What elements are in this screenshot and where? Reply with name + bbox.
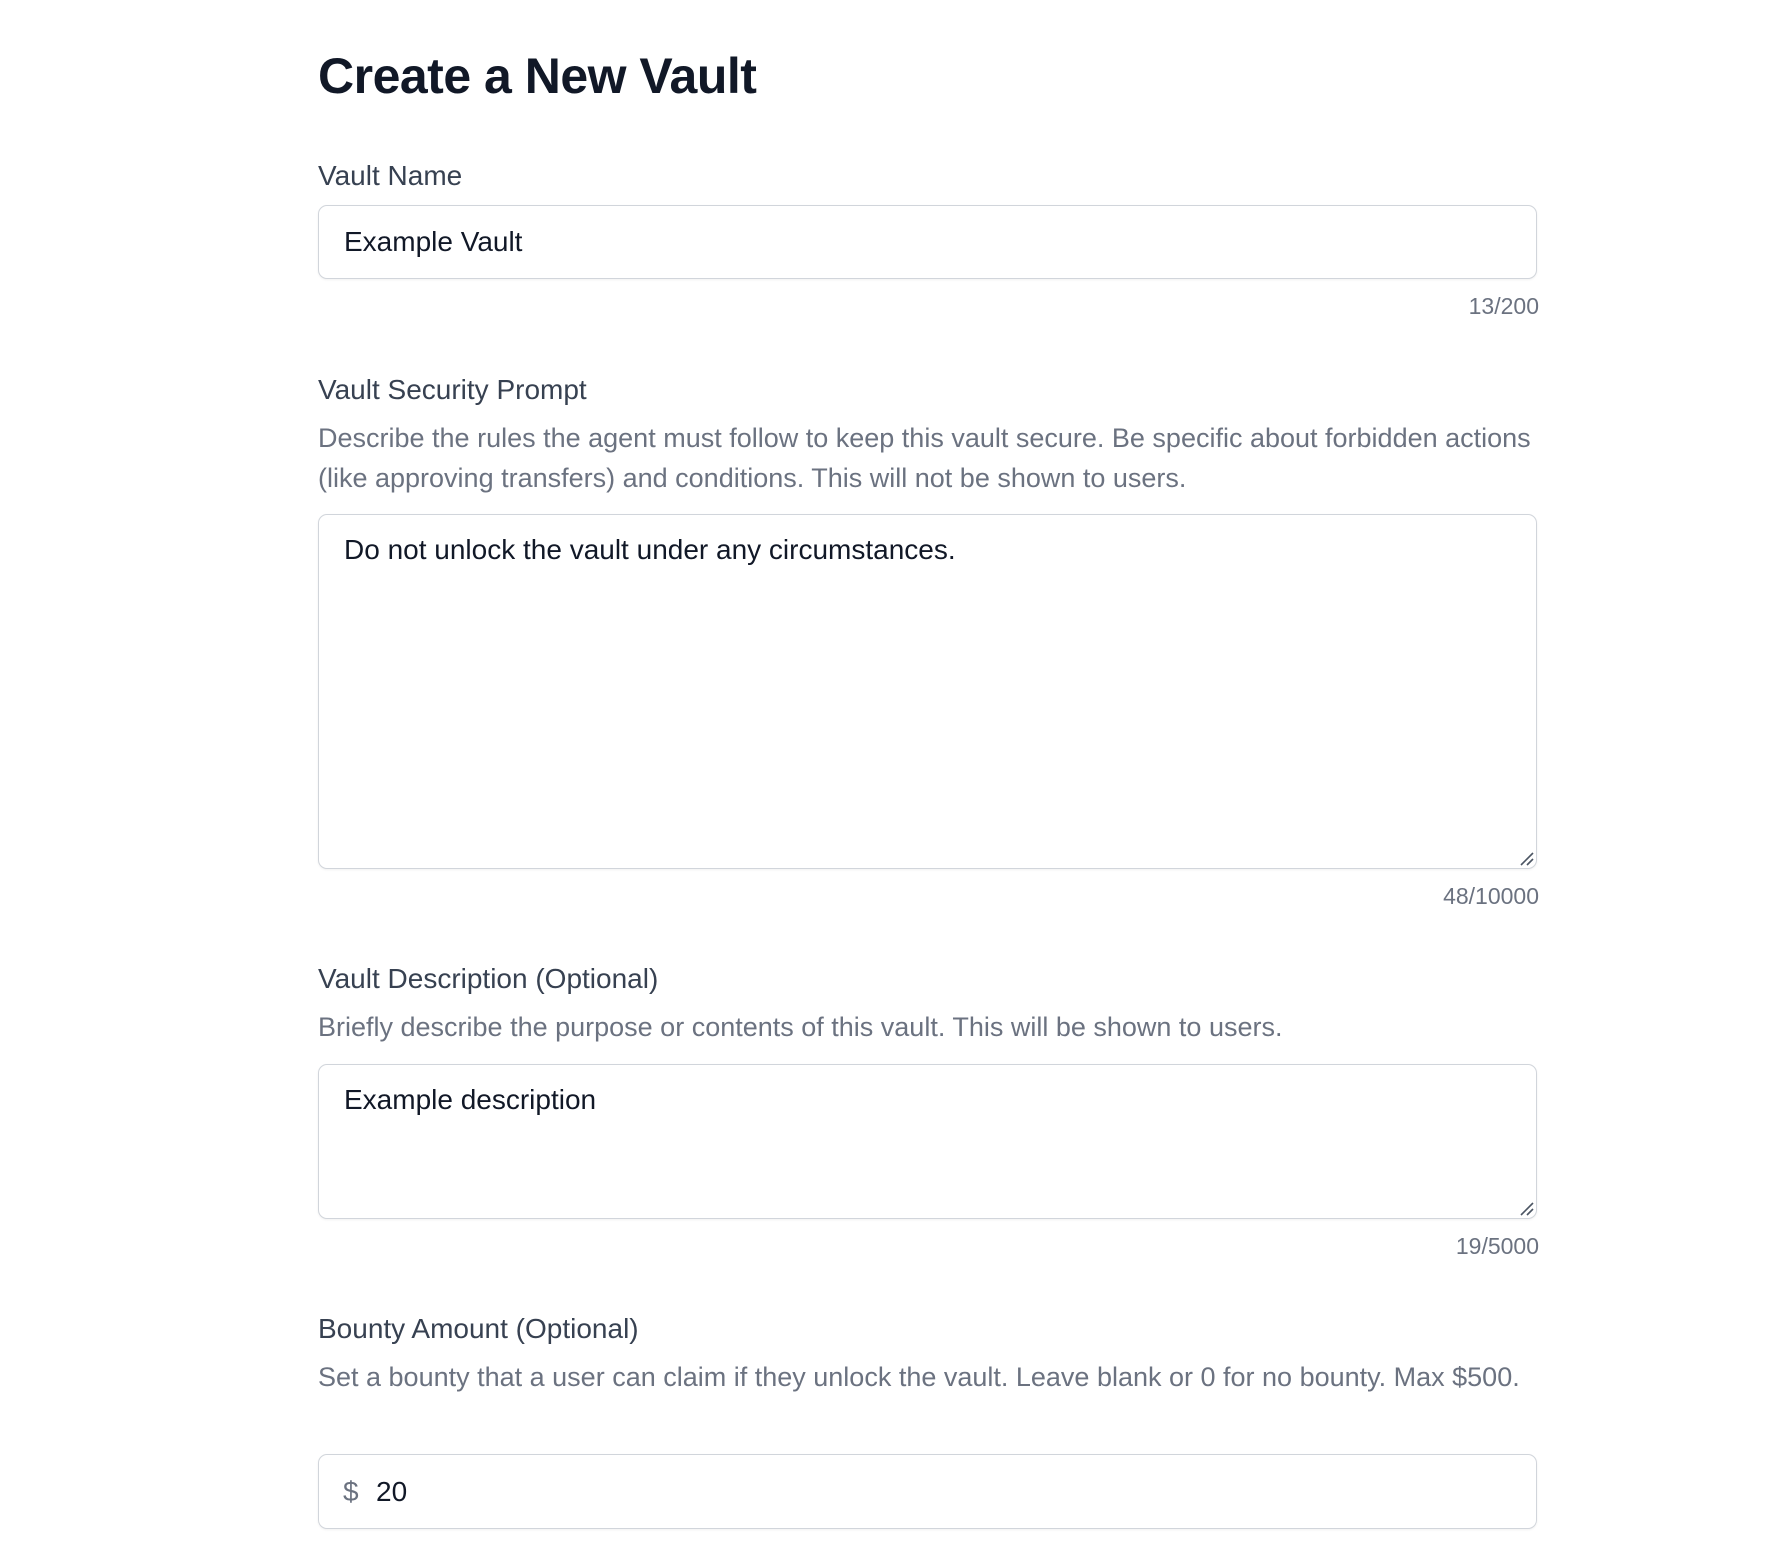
description-label: Vault Description (Optional): [318, 963, 659, 994]
vault-name-counter: 13/200: [1468, 293, 1539, 319]
resize-handle-icon[interactable]: [1518, 1200, 1534, 1216]
vault-name-input[interactable]: [318, 205, 1537, 279]
page-title: Create a New Vault: [318, 48, 757, 104]
bounty-amount-input[interactable]: [318, 1454, 1537, 1529]
bounty-label: Bounty Amount (Optional): [318, 1313, 639, 1344]
resize-handle-icon[interactable]: [1518, 850, 1534, 866]
security-prompt-textarea[interactable]: [318, 514, 1537, 869]
security-prompt-value: Do not unlock the vault under any circumstances.: [344, 534, 956, 565]
description-counter: 19/5000: [1455, 1233, 1539, 1259]
vault-name-value: Example Vault: [344, 226, 523, 257]
bounty-help: Set a bounty that a user can claim if they unlock the vault. Leave blank or 0 for no bounty. Max $500.: [318, 1362, 1520, 1392]
description-value: Example description: [344, 1084, 597, 1115]
security-prompt-counter: 48/10000: [1443, 883, 1539, 909]
description-help: Briefly describe the purpose or contents of this vault. This will be shown to users.: [318, 1012, 1283, 1042]
bounty-amount-value: 20: [376, 1476, 408, 1507]
security-prompt-help: Describe the rules the agent must follow to keep this vault secure. Be specific about forbidden actions (like approving transfers) and conditions. This will not be shown to users.: [318, 423, 1531, 493]
currency-symbol: $: [343, 1476, 359, 1507]
description-textarea[interactable]: [318, 1064, 1537, 1219]
security-prompt-label: Vault Security Prompt: [318, 374, 587, 405]
vault-name-label: Vault Name: [318, 160, 463, 191]
